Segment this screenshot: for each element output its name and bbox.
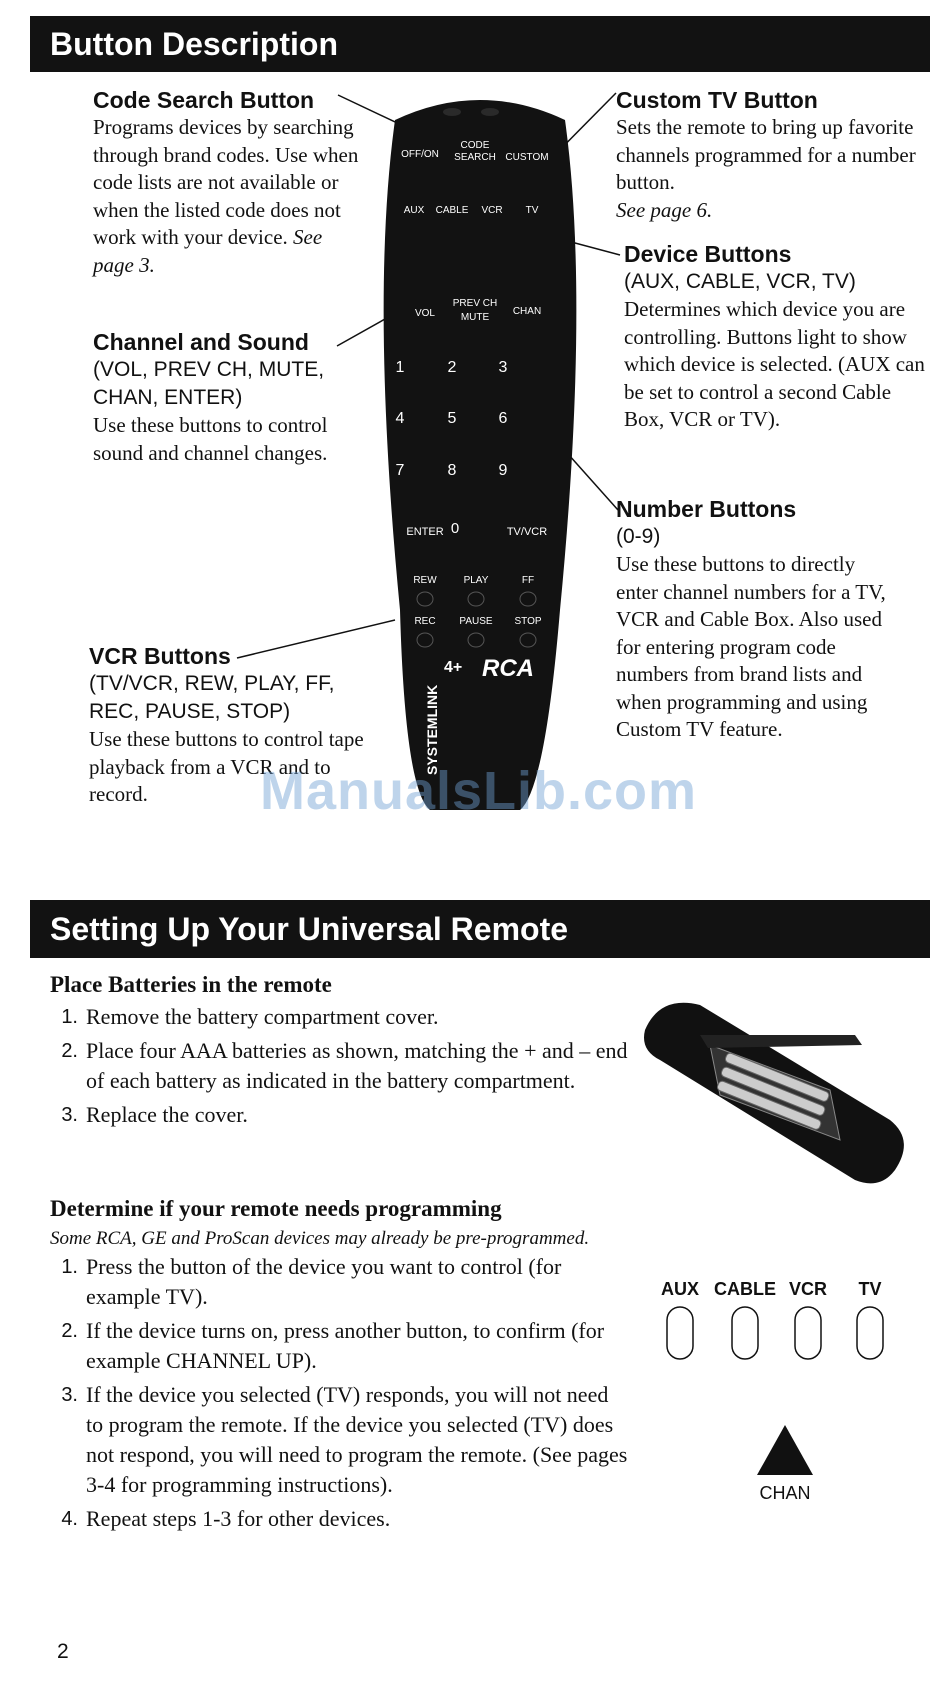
list-item xyxy=(50,1380,630,1500)
channel-sound-heading: Channel and Sound xyxy=(93,329,309,355)
cable-label: CABLE xyxy=(435,205,469,216)
step-number: 4. xyxy=(61,1508,78,1530)
list-item xyxy=(50,1316,630,1376)
tv-label: TV xyxy=(525,205,539,216)
step-text: Replace the cover. xyxy=(86,1102,248,1127)
vol-label: VOL xyxy=(414,308,436,319)
channel-sound-buttons: (VOL, PREV CH, MUTE, CHAN, ENTER) xyxy=(93,358,325,409)
number-buttons-body: Use these buttons to directly enter channel numbers for a TV, VCR and Cable Box. Also used for entering program code numbers from brand lists and when programming and using Custom TV feature. xyxy=(616,552,886,741)
channel-sound-body: Use these buttons to control sound and channel changes. xyxy=(93,413,328,465)
digit-2-button: 2 xyxy=(447,359,457,376)
battery-illustration xyxy=(640,990,910,1200)
tv-vcr-label: TV/VCR xyxy=(506,526,548,538)
digit-9-button: 9 xyxy=(498,462,508,479)
digit-3-button: 3 xyxy=(498,359,508,376)
digit-7-button: 7 xyxy=(395,462,405,479)
play-label: PLAY xyxy=(463,575,489,586)
top-button-right xyxy=(481,108,499,116)
section-banner-setup xyxy=(30,900,930,958)
rec-label: REC xyxy=(414,616,436,627)
digit-6-button: 6 xyxy=(498,410,508,427)
list-item xyxy=(50,1036,630,1096)
pause-label: PAUSE xyxy=(459,616,493,627)
chan-up-arrow xyxy=(757,1425,813,1475)
cable-device-button xyxy=(732,1307,758,1359)
step-number: 1. xyxy=(61,1256,78,1278)
code-search-heading: Code Search Button xyxy=(93,87,315,113)
step-text: Remove the battery compartment cover. xyxy=(86,1004,439,1029)
step-text: Place four AAA batteries as shown, matching the + and – end of each battery as indicated in the battery compartment. xyxy=(86,1038,628,1093)
list-item xyxy=(50,1504,630,1534)
list-item xyxy=(50,1252,630,1312)
aux-device-label: AUX xyxy=(660,1279,700,1299)
step-number: 1. xyxy=(61,1006,78,1028)
programming-note: Some RCA, GE and ProScan devices may already be pre-programmed. xyxy=(50,1228,590,1249)
step-number: 2. xyxy=(61,1320,78,1342)
digit-4-button: 4 xyxy=(395,410,405,427)
section-title: Setting Up Your Universal Remote xyxy=(50,911,569,947)
custom-tv-text: Sets the remote to bring up favorite channels programmed for a number button. xyxy=(616,115,916,194)
digit-1-button: 1 xyxy=(395,359,405,376)
rca-logo: RCA xyxy=(482,655,534,682)
page-number: 2 xyxy=(57,1640,69,1663)
step-number: 3. xyxy=(61,1384,78,1406)
code-search-ref: See page 3. xyxy=(93,225,323,277)
step-text: If the device turns on, press another button, to confirm (for example CHANNEL UP). xyxy=(86,1318,605,1373)
vcr-buttons-body: Use these buttons to control tape playback from a VCR and to record. xyxy=(89,727,364,806)
vcr-buttons-heading: VCR Buttons xyxy=(89,643,231,669)
step-text: Press the button of the device you want to control (for example TV). xyxy=(86,1254,562,1309)
digit-5-button: 5 xyxy=(447,410,457,427)
stop-label: STOP xyxy=(514,616,542,627)
list-item xyxy=(50,1100,630,1130)
batteries-heading: Place Batteries in the remote xyxy=(50,972,332,997)
chan-arrow-label: CHAN xyxy=(759,1483,811,1503)
tv-device-button xyxy=(857,1307,883,1359)
list-item xyxy=(50,1002,630,1032)
vcr-device-label: VCR xyxy=(788,1279,828,1299)
step-text: Repeat steps 1-3 for other devices. xyxy=(86,1506,391,1531)
chan-label: CHAN xyxy=(512,306,542,317)
number-buttons-range: (0-9) xyxy=(616,525,661,548)
prev-ch-label: PREV CH xyxy=(452,298,498,309)
mute-label: MUTE xyxy=(460,312,490,323)
programming-heading: Determine if your remote needs programming xyxy=(50,1196,502,1221)
batteries-steps xyxy=(50,1002,630,1130)
top-button-left xyxy=(443,108,461,116)
step-text: If the device you selected (TV) responds, you will not need to program the remote. If the device you selected (TV) does not respond, you will need to program the remote. (See pages 3-4 for programming instructions). xyxy=(86,1382,628,1497)
programming-steps xyxy=(50,1252,630,1534)
cable-device-label: CABLE xyxy=(714,1279,776,1299)
step-number: 2. xyxy=(61,1040,78,1062)
tv-device-label: TV xyxy=(858,1279,882,1299)
watermark: ManualsLib.com xyxy=(260,761,698,821)
device-buttons-illustration xyxy=(660,1275,920,1525)
ff-label: FF xyxy=(521,575,535,586)
vcr-device-button xyxy=(795,1307,821,1359)
code-label: CODE xyxy=(460,140,490,151)
battery-cover xyxy=(700,1035,862,1048)
custom-label: CUSTOM xyxy=(505,152,549,163)
aux-device-button xyxy=(667,1307,693,1359)
programming-section xyxy=(50,1196,630,1538)
custom-tv-heading: Custom TV Button xyxy=(616,87,818,113)
device-buttons-heading: Device Buttons xyxy=(624,241,792,267)
vcr-label: VCR xyxy=(481,205,503,216)
enter-label: ENTER xyxy=(406,526,444,538)
offon-label: OFF/ON xyxy=(401,149,439,160)
device-button-row xyxy=(661,1279,883,1359)
aux-label: AUX xyxy=(403,205,425,216)
vcr-buttons-list: (TV/VCR, REW, PLAY, FF, REC, PAUSE, STOP) xyxy=(89,672,335,723)
device-buttons-list: (AUX, CABLE, VCR, TV) xyxy=(624,270,856,293)
custom-tv-ref: See page 6. xyxy=(616,197,713,222)
section-title: Button Description xyxy=(50,26,338,62)
device-buttons-body: Determines which device you are controlling. Buttons light to show which device is selected. (AUX can be set to control a second Cable Box, VCR or TV). xyxy=(624,297,925,431)
search-label: SEARCH xyxy=(454,152,496,163)
model-label: 4+ xyxy=(444,659,463,676)
number-buttons-heading: Number Buttons xyxy=(616,496,797,522)
rew-label: REW xyxy=(413,575,437,586)
batteries-section xyxy=(50,972,630,1134)
code-search-text: Programs devices by searching through brand codes. Use when code lists are not available or when the listed code does not work with your device. xyxy=(93,115,359,249)
step-number: 3. xyxy=(61,1104,78,1126)
systemlink-brand: SYSTEMLINK xyxy=(424,684,440,775)
digit-8-button: 8 xyxy=(447,462,457,479)
zero-label: 0 xyxy=(450,520,460,537)
